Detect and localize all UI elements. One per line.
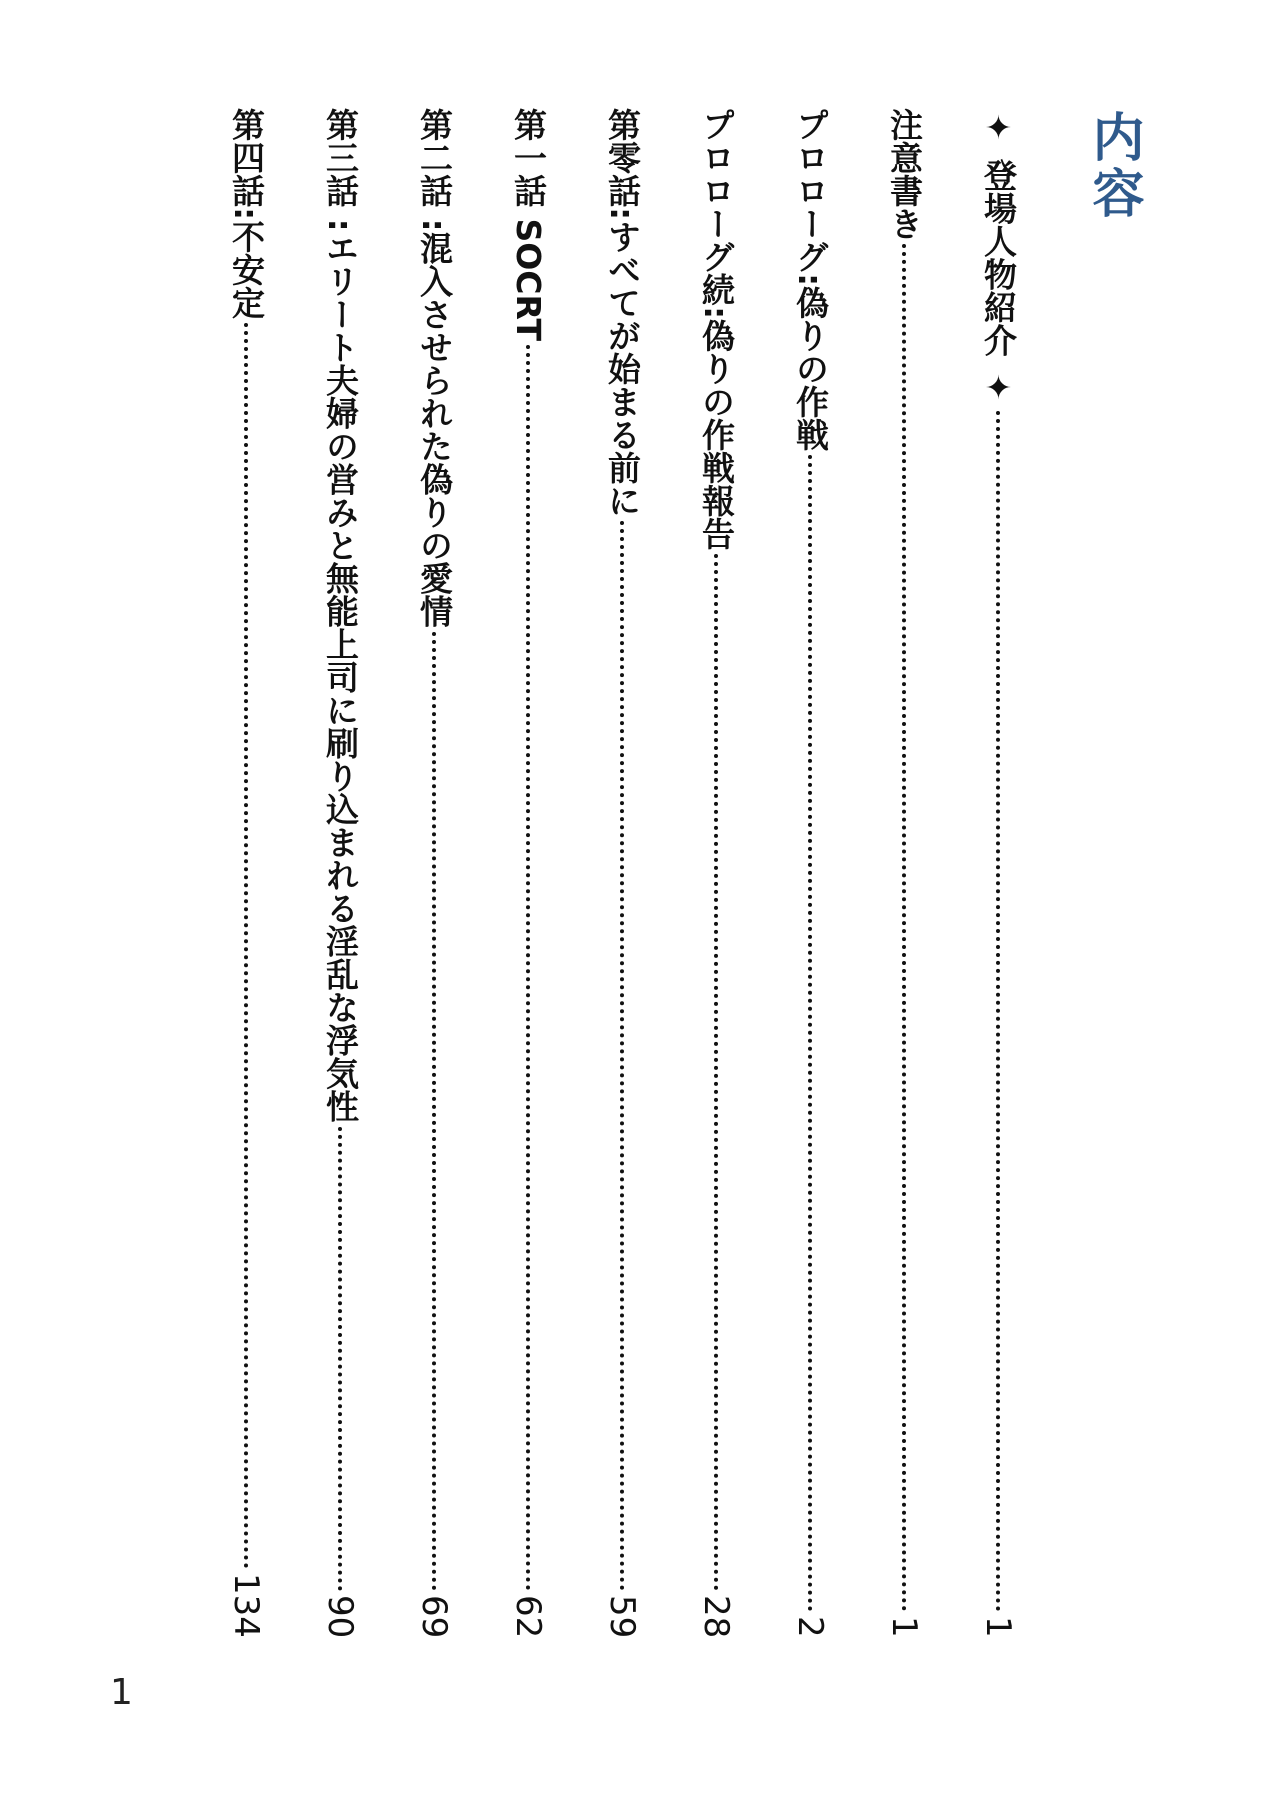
toc-entry-chapter-0[interactable] bbox=[600, 108, 644, 1638]
entry-title: 第三話 :エリート夫婦の営みと無能上司に刷り込まれる淫乱な浮気性 bbox=[321, 108, 360, 1123]
entry-title: 第一話 SOCRT bbox=[509, 108, 548, 341]
entry-title: プロローグ続:偽りの作戦報告 bbox=[697, 108, 736, 551]
dot-leader bbox=[412, 632, 456, 1591]
toc-entry-chapter-3[interactable] bbox=[318, 108, 362, 1638]
dot-leader bbox=[882, 244, 926, 1612]
entry-page-number: 59 bbox=[602, 1594, 642, 1638]
entry-page-number: 1 bbox=[884, 1616, 924, 1638]
entry-title: 第零話:すべてが始まる前に bbox=[603, 108, 642, 518]
dot-leader bbox=[600, 521, 644, 1591]
toc-entry-prologue-continued[interactable] bbox=[694, 108, 738, 1638]
entry-page-number: 62 bbox=[508, 1594, 548, 1638]
entry-page-number: 69 bbox=[414, 1594, 454, 1638]
entry-title: 注意書き bbox=[885, 108, 924, 240]
dot-leader bbox=[694, 554, 738, 1591]
dot-leader bbox=[976, 411, 1020, 1612]
entry-page-number: 1 bbox=[978, 1616, 1018, 1638]
toc-entry-chapter-2[interactable] bbox=[412, 108, 456, 1638]
toc-list bbox=[224, 108, 1020, 1638]
entry-page-number: 134 bbox=[226, 1573, 266, 1638]
dot-leader bbox=[788, 455, 832, 1612]
entry-title: 第四話:不安定 bbox=[227, 108, 266, 320]
toc-entry-chapter-1[interactable] bbox=[506, 108, 550, 1638]
toc-title: 内容 bbox=[1083, 110, 1143, 222]
toc-entry-chapter-4[interactable] bbox=[224, 108, 268, 1638]
toc-entry-prologue[interactable] bbox=[788, 108, 832, 1638]
entry-title: ✦ 登場人物紹介 ✦ bbox=[979, 108, 1018, 407]
entry-page-number: 90 bbox=[320, 1594, 360, 1638]
entry-page-number: 28 bbox=[696, 1594, 736, 1638]
toc-entry-character-intro[interactable] bbox=[976, 108, 1020, 1638]
entry-page-number: 2 bbox=[790, 1616, 830, 1638]
dot-leader bbox=[224, 323, 268, 1569]
dot-leader bbox=[318, 1127, 362, 1591]
entry-title: 第二話 :混入させられた偽りの愛情 bbox=[415, 108, 454, 628]
toc-entry-notice[interactable] bbox=[882, 108, 926, 1638]
page-number: 1 bbox=[110, 1672, 133, 1713]
entry-title: プロローグ:偽りの作戦 bbox=[791, 108, 830, 452]
dot-leader bbox=[506, 345, 550, 1591]
